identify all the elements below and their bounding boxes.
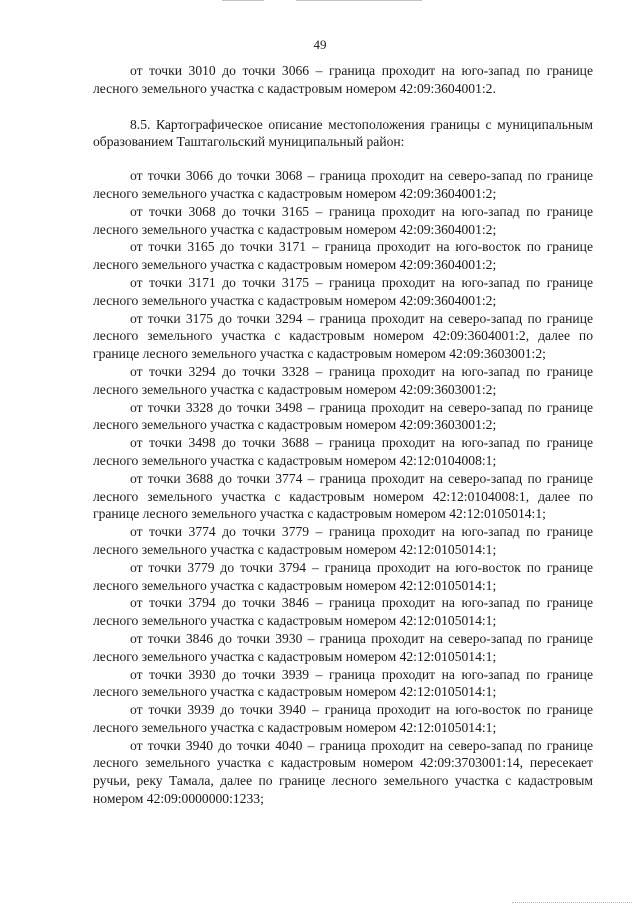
list-item: от точки 3774 до точки 3779 – граница проходит на юго-запад по границе лесного земельного участка с кадастровым номером 42:12:0105014:1; — [93, 524, 593, 557]
intro-paragraph: от точки 3010 до точки 3066 – граница проходит на юго-запад по границе лесного земельного участка с кадастровым номером 42:09:3604001:2. — [93, 63, 593, 96]
scan-artifact-line — [222, 0, 264, 4]
list-item: от точки 3165 до точки 3171 – граница проходит на юго-восток по границе лесного земельного участка с кадастровым номером 42:09:3604001:2; — [93, 239, 593, 273]
list-item: от точки 3066 до точки 3068 – граница проходит на северо-запад по границе лесного земельного участка с кадастровым номером 42:09:3604001:2; — [93, 168, 593, 201]
list-item: от точки 3688 до точки 3774 – граница проходит на северо-запад по границе лесного земельного участка с кадастровым номером 42:12:0104008:1, далее по границе лесного земельного участка с кадастровым номером 42:12:0105014:1; — [93, 470, 593, 522]
boundary-description-list — [93, 167, 593, 808]
section-heading: 8.5. Картографическое описание местоположения границы с муниципальным образованием Таштагольский муниципальный район: — [93, 116, 593, 150]
list-item: от точки 3498 до точки 3688 – граница проходит на юго-запад по границе лесного земельного участка с кадастровым номером 42:12:0104008:1; — [93, 435, 593, 468]
page-number: 49 — [313, 37, 327, 52]
list-item: от точки 3171 до точки 3175 – граница проходит на юго-запад по границе лесного земельного участка с кадастровым номером 42:09:3604001:2; — [93, 274, 593, 308]
document-body — [93, 62, 593, 808]
list-item: от точки 3846 до точки 3930 – граница проходит на северо-запад по границе лесного земельного участка с кадастровым номером 42:12:0105014:1; — [93, 630, 593, 664]
list-item: от точки 3779 до точки 3794 – граница проходит на юго-восток по границе лесного земельного участка с кадастровым номером 42:12:0105014:1; — [93, 559, 593, 593]
list-item: от точки 3939 до точки 3940 – граница проходит на юго-восток по границе лесного земельного участка с кадастровым номером 42:12:0105014:1; — [93, 702, 593, 735]
list-item: от точки 3175 до точки 3294 – граница проходит на северо-запад по границе лесного земельного участка с кадастровым номером 42:09:3604001:2, далее по границе лесного земельного участка с кадастровым номером 42:09:3603001:2; — [93, 310, 593, 362]
list-item: от точки 3068 до точки 3165 – граница проходит на юго-запад по границе лесного земельного участка с кадастровым номером 42:09:3604001:2; — [93, 203, 593, 237]
list-item: от точки 3940 до точки 4040 – граница проходит на северо-запад по границе лесного земельного участка с кадастровым номером 42:09:3703001:14, пересекает ручьи, реку Тамала, далее по границе лесного земельного участка с кадастровым номером 42:09:0000000:1233; — [93, 737, 593, 807]
list-item: от точки 3794 до точки 3846 – граница проходит на юго-запад по границе лесного земельного участка с кадастровым номером 42:12:0105014:1; — [93, 595, 593, 629]
scan-artifact-line — [296, 0, 422, 4]
list-item: от точки 3294 до точки 3328 – граница проходит на юго-запад по границе лесного земельного участка с кадастровым номером 42:09:3603001:2; — [93, 363, 593, 397]
list-item: от точки 3930 до точки 3939 – граница проходит на юго-запад по границе лесного земельного участка с кадастровым номером 42:12:0105014:1; — [93, 666, 593, 700]
list-item: от точки 3328 до точки 3498 – граница проходит на северо-запад по границе лесного земельного участка с кадастровым номером 42:09:3603001:2; — [93, 399, 593, 433]
